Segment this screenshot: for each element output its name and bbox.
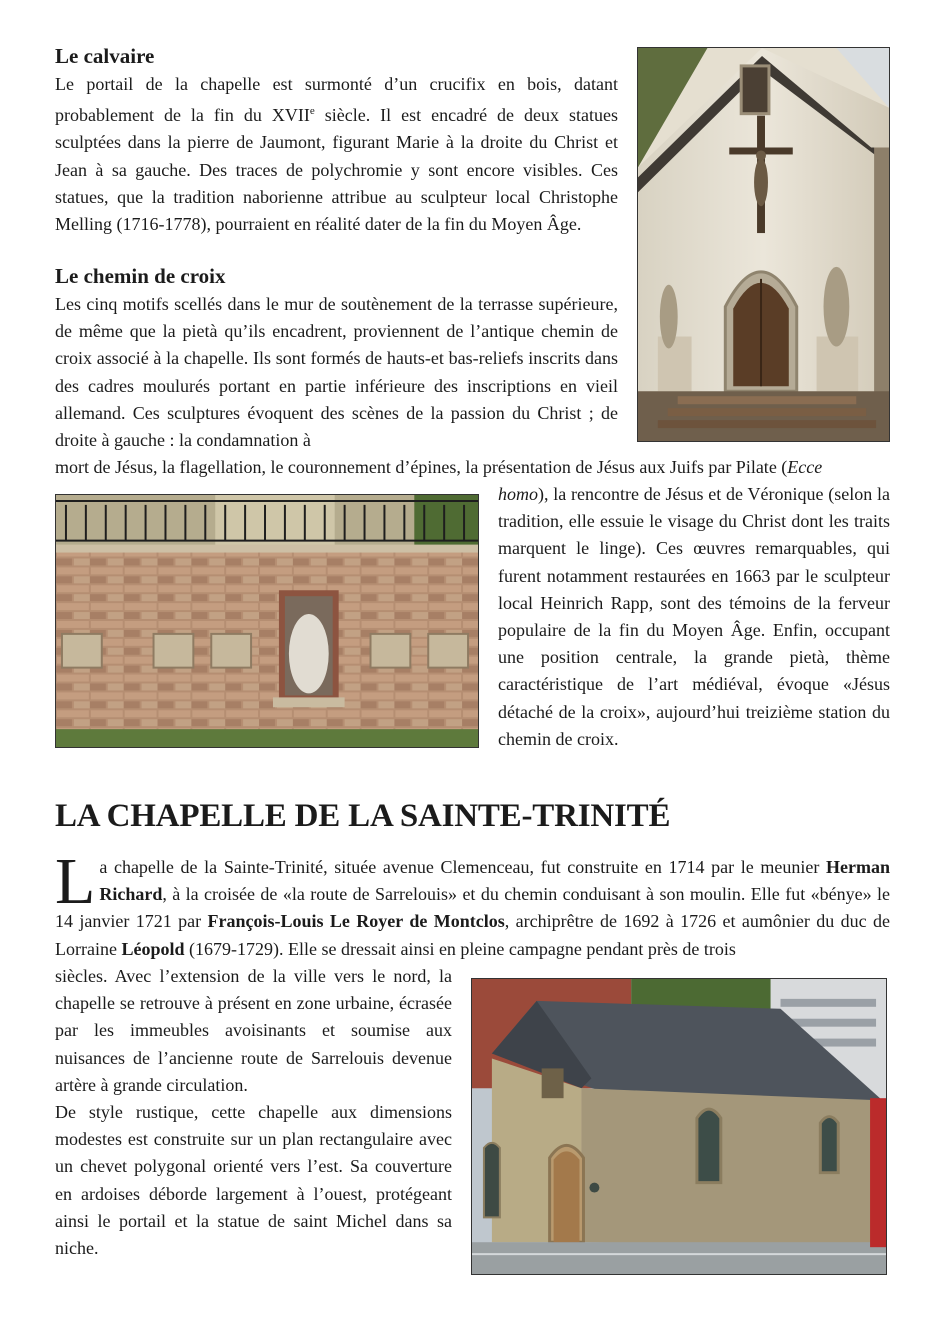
calvaire-text-a: Le portail de la chapelle est surmonté d’un crucifix en bois, datant probablement de la fin du XVII — [55, 74, 618, 126]
calvaire-paragraph — [55, 71, 618, 238]
name-le-royer-de-montclos: François-Louis Le Royer de Montclos — [207, 911, 505, 932]
trinite-text-c: , à la croisée de «la route de Sarrelouis» et du chemin conduisant à son moulin. Elle fut «bényе» le 14 janvier 1721 par — [55, 884, 890, 932]
section-title-chemin-de-croix: Le chemin de croix — [55, 264, 226, 288]
chemin-paragraph-top: Les cinq motifs scellés dans le mur de soutènement de la terrasse supérieure, de même que la pietà qu’ils encadrent, proviennent de l’antique chemin de croix associé à la chapelle. Ils sont formés de hauts-et bas-reliefs inscrits dans des cadres moulurés portant en partie inférieure des inscriptions en vieil allemand. Ces sculptures évoquent des scènes de la passion du Christ ; de droite à gauche : la condamnation à — [55, 294, 618, 451]
chapter-heading: LA CHAPELLE DE LA SAINTE-TRINITÉ — [55, 798, 671, 834]
chemin-text-side: ), la rencontre de Jésus et de Véronique (selon la tradition, elle essuie le visage du Christ dont les traits marquent le linge). Ces œuvres remarquables, qui furent notamment restaurées en 1663 par le sculpteur local Heinrich Rapp, sont des témoins de la ferveur populaire de la fin du Moyen Âge. Enfin, occupant une position centrale, la grande pietà, thème caractéristique de l’art médiéval, évoque «Jésus détaché de la croix», aujourd’hui treizième station du chemin de croix. — [498, 484, 890, 749]
trinite-text-d: , archiprêtre de 1692 à 1726 et aumônier du duc de Lorraine — [55, 911, 890, 959]
chemin-text-full: mort de Jésus, la flagellation, le couronnement d’épines, la présentation de Jésus aux Juifs par Pilate ( — [55, 457, 788, 477]
chemin-paragraph-side — [498, 481, 890, 753]
ecce-italic: Ecce — [787, 457, 823, 477]
trinite-paragraph-1 — [55, 845, 890, 963]
name-leopold: Léopold — [121, 938, 185, 959]
calvaire-text-b: siècle. Il est encadré de deux statues sculptées dans la pierre de Jaumont, figurant Marie à la droite du Christ et Jean à sa gauche. Des traces de polychromie y sont encore visibles. Ces statues, que la tradition naborienne attribue au sculpteur local Christophe Melling (1716-1778), pourraient en réalité dater de la fin du Moyen Âge. — [55, 105, 618, 235]
name-herman-richard: Herman Richard — [99, 857, 890, 905]
chemin-paragraph-full-line — [55, 454, 890, 481]
stations-wall-photo — [55, 494, 479, 748]
homo-italic: homo — [498, 484, 538, 504]
section-title-calvaire: Le calvaire — [55, 44, 155, 68]
trinite-text-e: (1679-1729). Elle se dressait ainsi en pleine campagne pendant près de trois — [184, 938, 736, 959]
trinite-chapel-photo — [471, 978, 887, 1275]
century-superscript: e — [309, 105, 315, 118]
trinite-paragraph-3: De style rustique, cette chapelle aux dimensions modestes est construite sur un plan rectangulaire avec un chevet polygonal orienté vers l’est. Sa couverture en ardoises déborde largement à l’ouest, protégeant ainsi le portail et la statue de saint Michel dans sa niche. — [55, 1102, 452, 1259]
trinite-text-a: a chapelle de la Sainte-Trinité, située avenue Clemenceau, fut construite en 1714 par le meunier — [99, 857, 827, 877]
trinite-paragraph-2: siècles. Avec l’extension de la ville vers le nord, la chapelle se retrouve à présent en zone urbaine, écrasée par les immeubles avoisinants et soumise aux nuisances de l’ancienne route de Sarrelouis devenue artère à grande circulation. — [55, 966, 452, 1095]
dropcap: L — [55, 845, 96, 918]
portal-crucifix-photo — [637, 47, 890, 442]
